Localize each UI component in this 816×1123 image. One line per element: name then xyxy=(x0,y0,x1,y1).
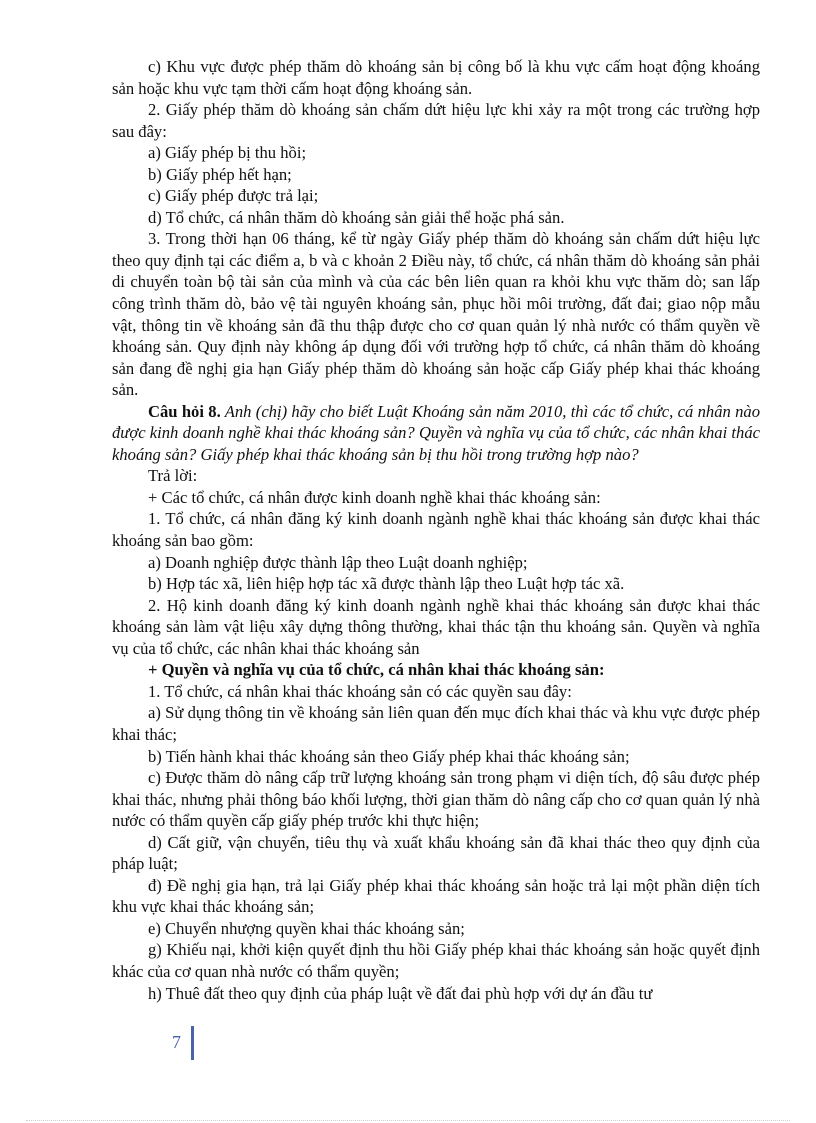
page-number: 7 xyxy=(172,1032,181,1052)
paragraph: e) Chuyển nhượng quyền khai thác khoáng sản; xyxy=(148,918,465,938)
answer-label: Trả lời: xyxy=(148,466,198,486)
paragraph: 1. Tổ chức, cá nhân đăng ký kinh doanh ngành nghề khai thác khoáng sản được khai thác khoáng sản bao gồm: xyxy=(112,509,760,551)
paragraph: 2. Hộ kinh doanh đăng ký kinh doanh ngành nghề khai thác khoáng sản được khai thác khoáng sản làm vật liệu xây dựng thông thường, khai thác tận thu khoáng sản. Quyền và nghĩa vụ của tổ chức, các nhân khai thác khoáng sản xyxy=(112,595,760,658)
section-exploration-license xyxy=(112,56,760,401)
page-number-bar xyxy=(191,1026,194,1060)
paragraph: d) Cất giữ, vận chuyển, tiêu thụ và xuất khẩu khoáng sản đã khai thác theo quy định của pháp luật; xyxy=(112,832,760,874)
document-body xyxy=(112,56,760,1004)
paragraph: c) Khu vực được phép thăm dò khoáng sản bị công bố là khu vực cấm hoạt động khoáng sản hoặc khu vực tạm thời cấm hoạt động khoáng sản. xyxy=(112,57,760,98)
paragraph: đ) Đề nghị gia hạn, trả lại Giấy phép khai thác khoáng sản hoặc trả lại một phần diện tích khu vực khai thác khoáng sản; xyxy=(112,875,760,917)
paragraph: 2. Giấy phép thăm dò khoáng sản chấm dứt hiệu lực khi xảy ra một trong các trường hợp sau đây: xyxy=(112,100,760,141)
paragraph: h) Thuê đất theo quy định của pháp luật về đất đai phù hợp với dự án đầu tư xyxy=(148,983,653,1003)
paragraph: + Các tổ chức, cá nhân được kinh doanh nghề khai thác khoáng sản: xyxy=(148,487,601,507)
question-text: Anh (chị) hãy cho biết Luật Khoáng sản năm 2010, thì các tổ chức, cá nhân nào được kinh doanh nghề khai thác khoáng sản? Quyền và nghĩa vụ của tổ chức, các nhân khai thác khoáng sản? Giấy phép khai thác khoáng sản bị thu hồi trong trường hợp nào? xyxy=(112,401,761,464)
paragraph: b) Tiến hành khai thác khoáng sản theo Giấy phép khai thác khoáng sản; xyxy=(148,746,630,766)
paragraph: a) Sử dụng thông tin về khoáng sản liên quan đến mục đích khai thác và khu vực được phép khai thác; xyxy=(112,703,760,744)
paragraph: 3. Trong thời hạn 06 tháng, kể từ ngày Giấy phép thăm dò khoáng sản chấm dứt hiệu lực theo quy định tại các điểm a, b và c khoản 2 Điều này, tổ chức, cá nhân thăm dò khoáng sản phải di chuyển toàn bộ tài sản của mình và của các bên liên quan ra khỏi khu vực thăm dò; san lấp công trình thăm dò, bảo vệ tài nguyên khoáng sản, phục hồi môi trường, đất đai; giao nộp mẫu vật, thông tin về khoáng sản đã thu thập được cho cơ quan quản lý nhà nước có thẩm quyền về khoáng sản. Quy định này không áp dụng đối với trường hợp tổ chức, cá nhân thăm dò khoáng sản đang đề nghị gia hạn Giấy phép thăm dò khoáng sản hoặc cấp Giấy phép khai thác khoáng sản. xyxy=(112,229,760,400)
paragraph: g) Khiếu nại, khởi kiện quyết định thu hồi Giấy phép khai thác khoáng sản hoặc quyết định khác của cơ quan nhà nước có thẩm quyền; xyxy=(112,940,760,981)
question-8 xyxy=(112,401,760,466)
paragraph: c) Giấy phép được trả lại; xyxy=(148,186,319,206)
rights-heading: + Quyền và nghĩa vụ của tổ chức, cá nhân khai thác khoáng sản: xyxy=(148,660,605,680)
paragraph: a) Doanh nghiệp được thành lập theo Luật doanh nghiệp; xyxy=(148,552,528,572)
question-label: Câu hỏi 8. xyxy=(148,401,221,421)
paragraph: c) Được thăm dò nâng cấp trữ lượng khoáng sản trong phạm vi diện tích, độ sâu được phép khai thác, nhưng phải thông báo khối lượng, thời gian thăm dò nâng cấp cho cơ quan quản lý nhà nước có thẩm quyền cấp giấy phép trước khi thực hiện; xyxy=(112,768,760,831)
section-rights xyxy=(112,681,760,1004)
page-bottom-border xyxy=(26,1120,790,1121)
paragraph: a) Giấy phép bị thu hồi; xyxy=(148,143,307,163)
section-eligible-entities xyxy=(112,487,760,659)
paragraph: b) Giấy phép hết hạn; xyxy=(148,164,292,184)
paragraph: 1. Tổ chức, cá nhân khai thác khoáng sản có các quyền sau đây: xyxy=(148,681,572,701)
paragraph: d) Tổ chức, cá nhân thăm dò khoáng sản giải thể hoặc phá sản. xyxy=(148,207,565,227)
paragraph: b) Hợp tác xã, liên hiệp hợp tác xã được thành lập theo Luật hợp tác xã. xyxy=(148,574,625,594)
